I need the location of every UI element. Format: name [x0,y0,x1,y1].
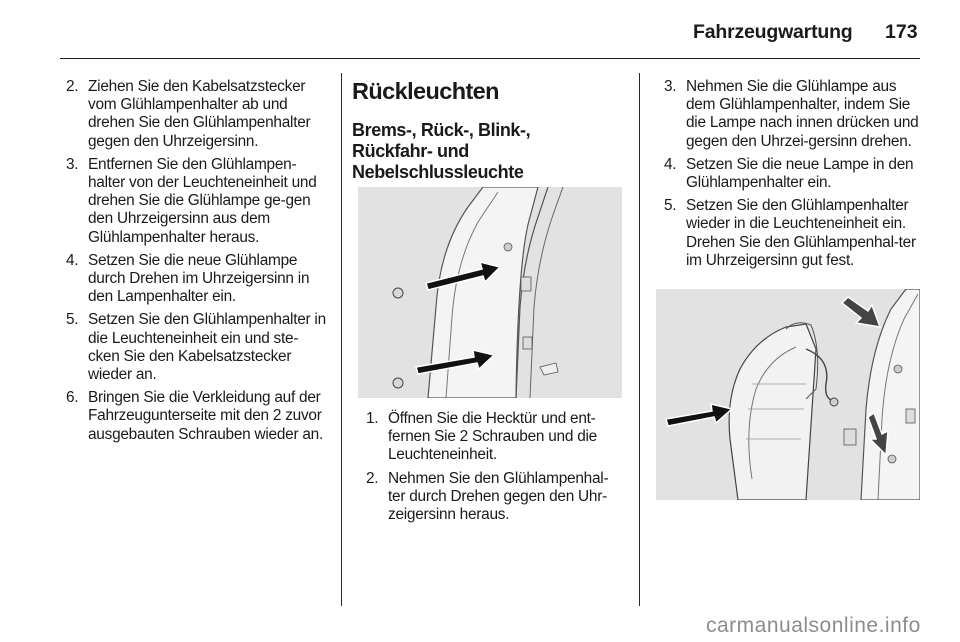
step-text: Setzen Sie den Glühlampenhalter wieder in die Leuchteneinheit ein. Drehen Sie den Glühlampenhal-ter im Uhrzeigersinn gut fest. [686,197,916,269]
list-item [366,470,616,525]
step-text: Nehmen Sie die Glühlampe aus dem Glühlampenhalter, indem Sie die Lampe nach innen drücken und gegen den Uhrzei-gersinn drehen. [686,78,919,150]
list-item [66,389,328,444]
list-item [366,410,616,465]
left-column [66,78,328,449]
step-number: 4. [664,155,677,173]
step-text: Setzen Sie den Glühlampenhalter in die Leuchteneinheit ein und ste-cken Sie den Kabelsatzstecker wieder an. [88,311,326,384]
watermark: carmanualsonline.info [706,614,921,637]
step-text: Setzen Sie die neue Glühlampe durch Drehen im Uhrzeigersinn in den Lampenhalter ein. [88,251,310,306]
list-item [664,197,926,270]
sub-title: Brems-, Rück-, Blink-, Rückfahr- und Nebelschlussleuchte [352,120,531,182]
step-text: Öffnen Sie die Hecktür und ent-fernen Sie 2 Schrauben und die Leuchteneinheit. [388,410,597,464]
step-text: Entfernen Sie den Glühlampen-halter von der Leuchteneinheit und drehen Sie die Glühlampe ge-gen den Uhrzeigersinn aus dem Glühlampenhalter heraus. [88,155,317,246]
list-item [66,311,328,384]
step-number: 3. [66,155,79,173]
step-number: 4. [66,251,79,269]
right-step-list [664,78,926,270]
column-divider-right [639,73,640,606]
step-number: 1. [366,410,379,427]
left-step-list [66,78,328,444]
list-item [664,156,926,192]
step-text: Bringen Sie die Verkleidung auf der Fahrzeugunterseite mit den 2 zuvor ausgebauten Schrauben wieder an. [88,389,324,443]
list-item [66,252,328,307]
section-title: Rückleuchten [352,78,499,104]
step-number: 5. [664,197,677,215]
page-title: Fahrzeugwartung [693,21,853,43]
step-number: 3. [664,78,677,95]
column-divider-left [341,73,342,606]
step-number: 6. [66,389,79,407]
step-number: 5. [66,311,79,329]
list-item [66,156,328,247]
step-text: Setzen Sie die neue Lampe in den Glühlampenhalter ein. [686,155,914,192]
step-number: 2. [66,78,79,95]
bulb-holder-illustration [656,289,920,500]
bulb-holder-figure [656,289,920,500]
tail-light-removal-illustration [358,187,622,398]
list-item [664,78,926,151]
step-text: Ziehen Sie den Kabelsatzstecker vom Glühlampenhalter ab und drehen Sie den Glühlampenhalter gegen den Uhrzeigersinn. [88,78,311,150]
tail-light-removal-figure [358,187,622,398]
middle-column [366,410,616,529]
step-text: Nehmen Sie den Glühlampenhal-ter durch Drehen gegen den Uhr-zeigersinn heraus. [388,469,609,524]
right-column [664,78,926,275]
step-number: 2. [366,469,379,487]
list-item [66,78,328,151]
middle-step-list [366,410,616,524]
page-number: 173 [885,21,918,43]
